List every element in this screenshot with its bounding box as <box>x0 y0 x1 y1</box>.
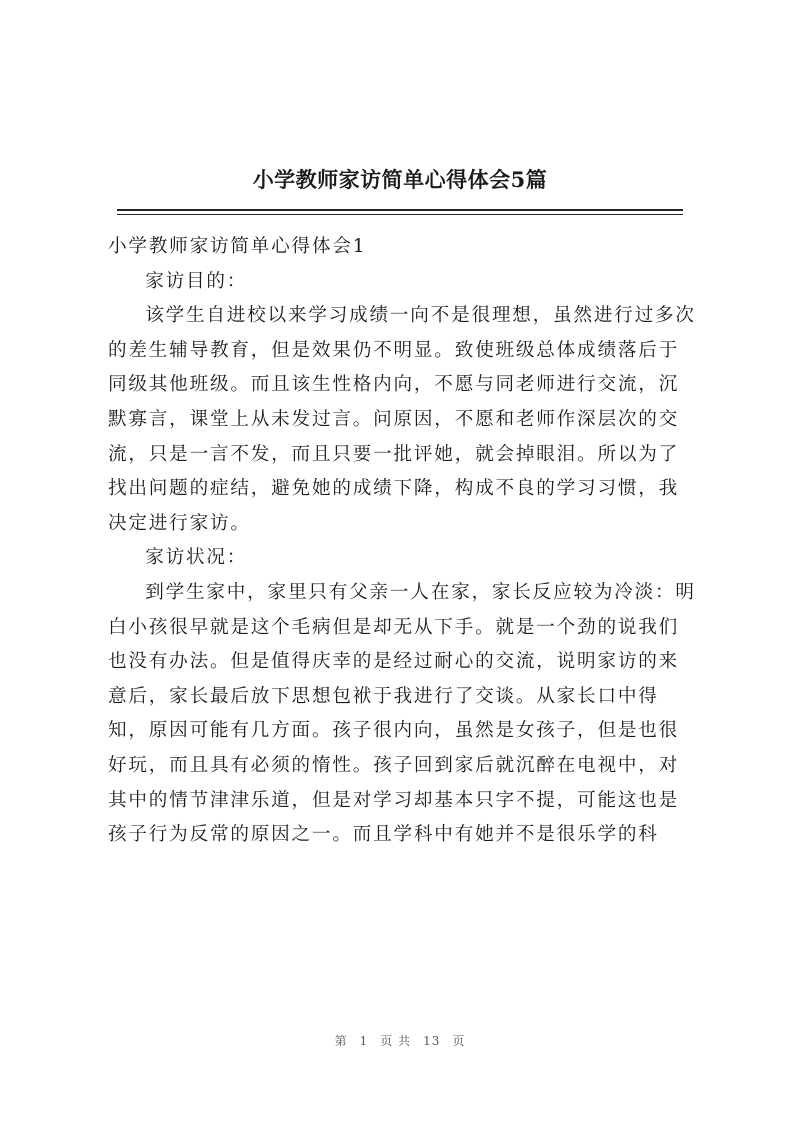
paragraph-purpose-body: 该学生自进校以来学习成绩一向不是很理想，虽然进行过多次的差生辅导教育，但是效果仍不明显。致使班级总体成绩落后于同级其他班级。而且该生性格内向，不愿与同老师进行交流，沉默寡言，课堂上从未发过言。问原因，不愿和老师作深层次的交流，只是一言不发，而且只要一批评她，就会掉眼泪。所以为了找出问题的症结，避免她的成绩下降，构成不良的学习习惯，我决定进行家访。 <box>108 305 696 534</box>
paragraph-status-body: 到学生家中，家里只有父亲一人在家，家长反应较为冷淡：明白小孩很早就是这个毛病但是却无从下手。就是一个劲的说我们也没有办法。但是值得庆幸的是经过耐心的交流，说明家访的来意后，家长最后放下思想包袱于我进行了交谈。从家长口中得知，原因可能有几方面。孩子很内向，虽然是女孩子，但是也很好玩，而且具有必须的惰性。孩子回到家后就沉醉在电视中，对其中的情节津津乐道，但是对学习却基本只字不提，可能这也是孩子行为反常的原因之一。而且学科中有她并不是很乐学的科 <box>108 581 696 846</box>
footer-label-pages: 页 <box>452 1034 466 1048</box>
footer-total-pages: 13 <box>423 1034 441 1048</box>
title-divider-thin <box>117 214 683 215</box>
footer-current-page: 1 <box>359 1034 369 1048</box>
document-title: 小学教师家访简单心得体会5篇 <box>252 167 548 192</box>
paragraph-purpose-heading: 家访目的： <box>145 270 248 292</box>
page-footer <box>0 1032 800 1049</box>
footer-label-of: 页 共 <box>380 1034 412 1048</box>
document-body <box>108 230 698 853</box>
footer-label-page: 第 <box>334 1034 348 1048</box>
title-divider-thick <box>117 209 683 211</box>
paragraph-status-heading: 家访状况： <box>145 547 248 569</box>
section-heading: 小学教师家访简单心得体会1 <box>108 236 367 257</box>
